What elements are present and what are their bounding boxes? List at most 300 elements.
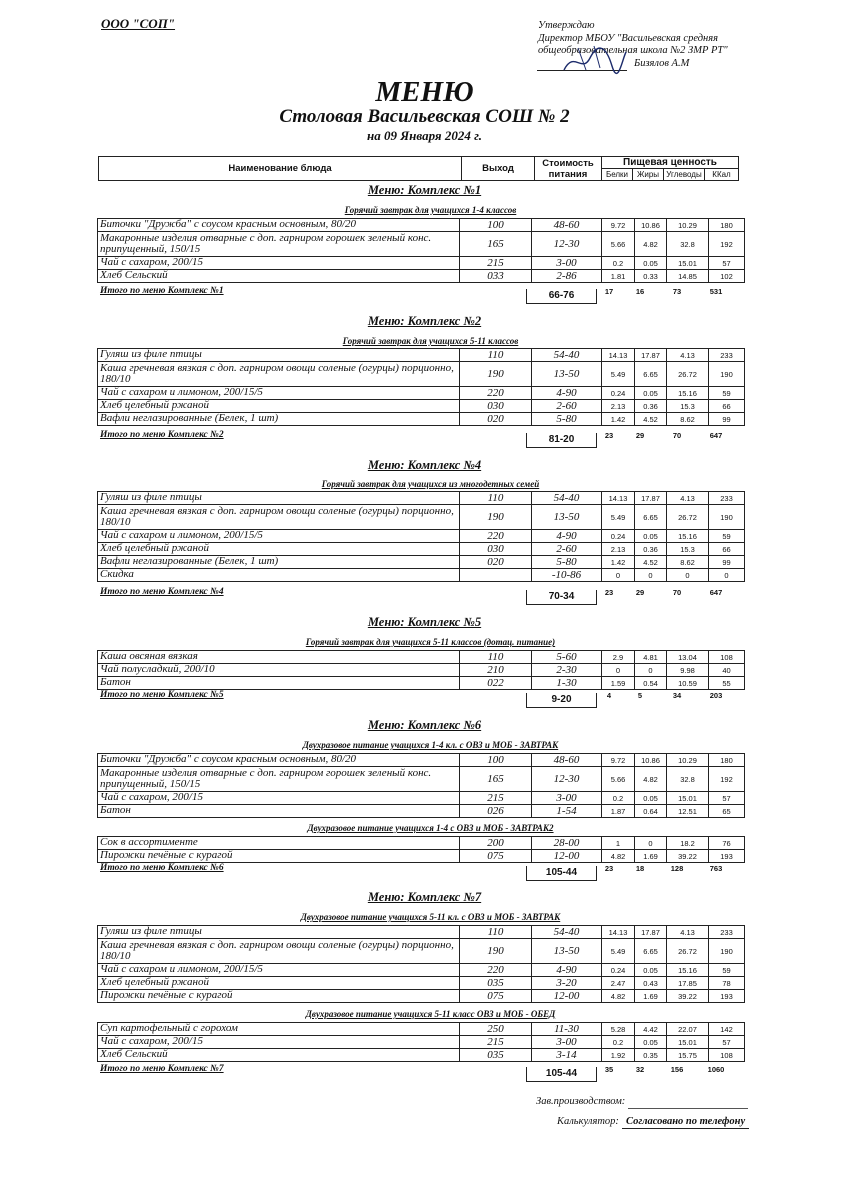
header-carbs: Углеводы (664, 169, 705, 181)
dish-proteins: 2.9 (602, 651, 635, 664)
dish-output: 022 (460, 677, 532, 690)
production-manager-label: Зав.производством: (536, 1096, 626, 1107)
dish-carbs: 18.2 (667, 837, 709, 850)
dish-kcal: 102 (709, 270, 745, 283)
group-title: Двухразовое питание учащихся 5-11 класс ОВЗ и МОБ - ОБЕД (305, 1009, 556, 1019)
dish-carbs: 15.75 (667, 1049, 709, 1062)
dish-fats: 17.87 (635, 492, 667, 505)
menu-table (97, 650, 745, 690)
dish-kcal: 59 (709, 964, 745, 977)
dish-output: 220 (460, 964, 532, 977)
dish-proteins: 14.13 (602, 492, 635, 505)
dish-fats: 0 (635, 569, 667, 582)
dish-output: 110 (460, 926, 532, 939)
dish-fats: 0.36 (635, 400, 667, 413)
header-proteins: Белки (602, 169, 633, 181)
dish-carbs: 15.3 (667, 543, 709, 556)
dish-name: Чай полусладкий, 200/10 (98, 664, 460, 677)
dish-name: Чай с сахаром и лимоном, 200/15/5 (98, 530, 460, 543)
section-title: Меню: Комплекс №6 (367, 718, 482, 732)
table-row (98, 677, 745, 690)
approval-line: Утверждаю (538, 20, 595, 31)
dish-carbs: 22.07 (667, 1023, 709, 1036)
dish-kcal: 190 (709, 362, 745, 387)
total-proteins: 35 (604, 1065, 614, 1074)
total-label: Итого по меню Комплекс №6 (100, 863, 224, 873)
total-proteins: 17 (604, 287, 614, 296)
dish-cost: 12-00 (532, 850, 602, 863)
dish-name: Макаронные изделия отварные с доп. гарниром горошек зеленый конс. припущенный, 150/15 (98, 232, 460, 257)
table-row (98, 850, 745, 863)
header-dish: Наименование блюда (99, 157, 462, 181)
dish-kcal: 0 (709, 569, 745, 582)
dish-proteins: 14.13 (602, 349, 635, 362)
dish-cost: 3-14 (532, 1049, 602, 1062)
dish-proteins: 1.87 (602, 805, 635, 818)
dish-proteins: 0.24 (602, 964, 635, 977)
dish-proteins: 0.24 (602, 530, 635, 543)
dish-cost: 54-40 (532, 492, 602, 505)
dish-cost: 2-60 (532, 543, 602, 556)
dish-kcal: 190 (709, 505, 745, 530)
dish-output: 250 (460, 1023, 532, 1036)
dish-name: Хлеб целебный ржаной (98, 543, 460, 556)
dish-carbs: 13.04 (667, 651, 709, 664)
section-title: Меню: Комплекс №1 (367, 183, 482, 197)
total-carbs: 34 (672, 691, 682, 700)
dish-proteins: 9.72 (602, 219, 635, 232)
menu-table (97, 836, 745, 863)
dish-output: 030 (460, 543, 532, 556)
dish-fats: 1.69 (635, 990, 667, 1003)
dish-fats: 0.36 (635, 543, 667, 556)
dish-fats: 17.87 (635, 926, 667, 939)
dish-cost: 48-60 (532, 754, 602, 767)
dish-proteins: 2.47 (602, 977, 635, 990)
table-row (98, 754, 745, 767)
dish-proteins: 5.66 (602, 767, 635, 792)
header-output: Выход (462, 157, 535, 181)
table-row (98, 387, 745, 400)
dish-output: 190 (460, 939, 532, 964)
total-kcal: 531 (709, 287, 723, 296)
dish-kcal: 99 (709, 413, 745, 426)
dish-carbs: 15.16 (667, 530, 709, 543)
dish-fats: 4.82 (635, 232, 667, 257)
dish-carbs: 10.29 (667, 219, 709, 232)
dish-output: 035 (460, 977, 532, 990)
dish-cost: 12-30 (532, 767, 602, 792)
total-label: Итого по меню Комплекс №1 (100, 286, 224, 296)
dish-fats: 0.64 (635, 805, 667, 818)
dish-proteins: 0 (602, 664, 635, 677)
header-nutrition: Пищевая ценность (602, 157, 739, 169)
dish-cost: 4-90 (532, 387, 602, 400)
total-row (97, 286, 769, 303)
dish-kcal: 57 (709, 257, 745, 270)
table-row (98, 977, 745, 990)
dish-fats: 0.05 (635, 387, 667, 400)
total-fats: 29 (635, 588, 645, 597)
menu-table (97, 491, 745, 582)
table-row (98, 543, 745, 556)
dish-name: Хлеб целебный ржаной (98, 977, 460, 990)
dish-name: Вафли неглазированные (Белек, 1 шт) (98, 413, 460, 426)
dish-proteins: 5.66 (602, 232, 635, 257)
dish-proteins: 4.82 (602, 850, 635, 863)
total-row (97, 587, 769, 604)
dish-kcal: 108 (709, 1049, 745, 1062)
dish-output: 165 (460, 767, 532, 792)
table-row (98, 964, 745, 977)
dish-kcal: 193 (709, 990, 745, 1003)
table-row (98, 556, 745, 569)
dish-name: Суп картофельный с горохом (98, 1023, 460, 1036)
dish-output: 215 (460, 1036, 532, 1049)
dish-output: 100 (460, 754, 532, 767)
group-title: Двухразовое питание учащихся 1-4 с ОВЗ и МОБ - ЗАВТРАК2 (307, 823, 554, 833)
dish-kcal: 57 (709, 792, 745, 805)
dish-proteins: 0.2 (602, 257, 635, 270)
dish-kcal: 40 (709, 664, 745, 677)
dish-cost: 13-50 (532, 505, 602, 530)
dish-name: Пирожки печёные с курагой (98, 990, 460, 1003)
dish-cost: 3-20 (532, 977, 602, 990)
total-row (97, 430, 769, 447)
dish-kcal: 59 (709, 387, 745, 400)
dish-name: Гуляш из филе птицы (98, 926, 460, 939)
dish-cost: 12-30 (532, 232, 602, 257)
table-row (98, 362, 745, 387)
section-title: Меню: Комплекс №7 (367, 890, 482, 904)
organization-name: ООО "СОП" (101, 16, 176, 31)
dish-kcal: 233 (709, 926, 745, 939)
dish-name: Скидка (98, 569, 460, 582)
total-label: Итого по меню Комплекс №2 (100, 430, 224, 440)
total-fats: 29 (635, 431, 645, 440)
dish-kcal: 193 (709, 850, 745, 863)
dish-carbs: 12.51 (667, 805, 709, 818)
dish-kcal: 180 (709, 754, 745, 767)
table-row (98, 926, 745, 939)
dish-carbs: 15.16 (667, 964, 709, 977)
dish-name: Хлеб Сельский (98, 1049, 460, 1062)
dish-cost: 5-80 (532, 556, 602, 569)
total-proteins: 23 (604, 864, 614, 873)
dish-proteins: 1.92 (602, 1049, 635, 1062)
dish-fats: 0.33 (635, 270, 667, 283)
dish-name: Батон (98, 677, 460, 690)
dish-fats: 4.52 (635, 413, 667, 426)
dish-carbs: 17.85 (667, 977, 709, 990)
dish-output: 075 (460, 990, 532, 1003)
dish-output: 075 (460, 850, 532, 863)
menu-table (97, 925, 745, 1003)
dish-carbs: 14.85 (667, 270, 709, 283)
table-row (98, 805, 745, 818)
table-row (98, 792, 745, 805)
dish-output (460, 569, 532, 582)
menu-table (97, 218, 745, 283)
dish-cost: 1-54 (532, 805, 602, 818)
group-title: Двухразовое питание учащихся 5-11 кл. с ОВЗ и МОБ - ЗАВТРАК (300, 912, 561, 922)
table-row (98, 767, 745, 792)
table-header (98, 156, 739, 181)
dish-fats: 0.05 (635, 1036, 667, 1049)
signature-stamp (560, 40, 630, 80)
table-row (98, 1049, 745, 1062)
total-cost: 70-34 (526, 590, 597, 605)
dish-output: 030 (460, 400, 532, 413)
table-row (98, 349, 745, 362)
total-cost: 9-20 (526, 693, 597, 708)
dish-carbs: 26.72 (667, 505, 709, 530)
dish-output: 165 (460, 232, 532, 257)
dish-fats: 0.05 (635, 964, 667, 977)
dish-fats: 1.69 (635, 850, 667, 863)
table-row (98, 569, 745, 582)
page-title: МЕНЮ (375, 76, 474, 108)
dish-proteins: 0 (602, 569, 635, 582)
dish-output: 210 (460, 664, 532, 677)
dish-output: 110 (460, 349, 532, 362)
dish-kcal: 108 (709, 651, 745, 664)
total-carbs: 156 (670, 1065, 684, 1074)
group-title: Горячий завтрак для учащихся 5-11 классов (342, 336, 519, 346)
total-label: Итого по меню Комплекс №5 (100, 690, 224, 700)
dish-kcal: 55 (709, 677, 745, 690)
table-row (98, 990, 745, 1003)
table-row (98, 530, 745, 543)
dish-output: 220 (460, 530, 532, 543)
dish-output: 020 (460, 556, 532, 569)
dish-proteins: 0.2 (602, 1036, 635, 1049)
dish-fats: 6.65 (635, 505, 667, 530)
group-title: Горячий завтрак для учащихся 5-11 классов (дотац. питание) (305, 637, 556, 647)
dish-proteins: 4.82 (602, 990, 635, 1003)
dish-output: 190 (460, 362, 532, 387)
dish-fats: 10.86 (635, 219, 667, 232)
total-kcal: 1060 (707, 1065, 725, 1074)
dish-output: 190 (460, 505, 532, 530)
dish-carbs: 39.22 (667, 850, 709, 863)
calculator-value: Согласовано по телефону (622, 1116, 749, 1129)
dish-fats: 0 (635, 664, 667, 677)
dish-name: Гуляш из филе птицы (98, 349, 460, 362)
dish-cost: 1-30 (532, 677, 602, 690)
group-title: Горячий завтрак для учащихся 1-4 классов (344, 205, 517, 215)
dish-fats: 0.05 (635, 257, 667, 270)
total-carbs: 128 (670, 864, 684, 873)
dish-carbs: 4.13 (667, 349, 709, 362)
dish-cost: -10-86 (532, 569, 602, 582)
total-proteins: 23 (604, 588, 614, 597)
dish-kcal: 142 (709, 1023, 745, 1036)
dish-name: Чай с сахаром, 200/15 (98, 792, 460, 805)
total-proteins: 23 (604, 431, 614, 440)
dish-name: Биточки "Дружба" с соусом красным основным, 80/20 (98, 219, 460, 232)
dish-cost: 3-00 (532, 1036, 602, 1049)
dish-carbs: 15.01 (667, 1036, 709, 1049)
dish-proteins: 2.13 (602, 400, 635, 413)
dish-fats: 4.81 (635, 651, 667, 664)
dish-output: 035 (460, 1049, 532, 1062)
approval-line: общеобразовательная школа №2 ЗМР РТ" (538, 45, 728, 56)
dish-cost: 3-00 (532, 257, 602, 270)
dish-fats: 17.87 (635, 349, 667, 362)
dish-carbs: 0 (667, 569, 709, 582)
dish-kcal: 65 (709, 805, 745, 818)
dish-cost: 13-50 (532, 939, 602, 964)
total-carbs: 70 (672, 588, 682, 597)
table-row (98, 257, 745, 270)
dish-proteins: 5.28 (602, 1023, 635, 1036)
dish-cost: 54-40 (532, 926, 602, 939)
total-cost: 105-44 (526, 1067, 597, 1082)
section-title: Меню: Комплекс №4 (367, 458, 482, 472)
dish-kcal: 190 (709, 939, 745, 964)
dish-name: Вафли неглазированные (Белек, 1 шт) (98, 556, 460, 569)
dish-output: 100 (460, 219, 532, 232)
dish-proteins: 0.2 (602, 792, 635, 805)
calculator-label: Калькулятор: (557, 1116, 619, 1127)
dish-proteins: 14.13 (602, 926, 635, 939)
dish-cost: 5-80 (532, 413, 602, 426)
total-cost: 105-44 (526, 866, 597, 881)
dish-proteins: 2.13 (602, 543, 635, 556)
dish-output: 110 (460, 492, 532, 505)
total-label: Итого по меню Комплекс №7 (100, 1064, 224, 1074)
dish-proteins: 9.72 (602, 754, 635, 767)
table-row (98, 232, 745, 257)
dish-kcal: 66 (709, 543, 745, 556)
dish-fats: 0.05 (635, 530, 667, 543)
total-row (97, 1064, 769, 1081)
dish-name: Биточки "Дружба" с соусом красным основным, 80/20 (98, 754, 460, 767)
dish-kcal: 192 (709, 232, 745, 257)
dish-fats: 0.54 (635, 677, 667, 690)
dish-name: Чай с сахаром, 200/15 (98, 257, 460, 270)
dish-carbs: 15.16 (667, 387, 709, 400)
dish-fats: 4.82 (635, 767, 667, 792)
group-title: Горячий завтрак для учащихся из многодетных семей (321, 479, 540, 489)
dish-name: Макаронные изделия отварные с доп. гарниром горошек зеленый конс. припущенный, 150/15 (98, 767, 460, 792)
table-row (98, 219, 745, 232)
dish-cost: 48-60 (532, 219, 602, 232)
dish-fats: 0.35 (635, 1049, 667, 1062)
table-row (98, 413, 745, 426)
section-title: Меню: Комплекс №2 (367, 314, 482, 328)
dish-output: 200 (460, 837, 532, 850)
group-title: Двухразовое питание учащихся 1-4 кл. с ОВЗ и МОБ - ЗАВТРАК (302, 740, 559, 750)
section-title: Меню: Комплекс №5 (367, 615, 482, 629)
dish-carbs: 10.29 (667, 754, 709, 767)
header-kcal: ККал (705, 169, 739, 181)
table-row (98, 939, 745, 964)
dish-fats: 0 (635, 837, 667, 850)
dish-carbs: 15.3 (667, 400, 709, 413)
total-carbs: 70 (672, 431, 682, 440)
dish-fats: 10.86 (635, 754, 667, 767)
dish-name: Каша гречневая вязкая с доп. гарниром овощи соленые (огурцы) порционно, 180/10 (98, 939, 460, 964)
dish-carbs: 10.59 (667, 677, 709, 690)
total-kcal: 203 (709, 691, 723, 700)
dish-proteins: 1 (602, 837, 635, 850)
total-row (97, 690, 769, 707)
total-kcal: 763 (709, 864, 723, 873)
dish-proteins: 1.42 (602, 413, 635, 426)
dish-name: Батон (98, 805, 460, 818)
dish-proteins: 1.81 (602, 270, 635, 283)
dish-cost: 2-60 (532, 400, 602, 413)
dish-carbs: 4.13 (667, 926, 709, 939)
dish-kcal: 192 (709, 767, 745, 792)
dish-name: Хлеб Сельский (98, 270, 460, 283)
total-label: Итого по меню Комплекс №4 (100, 587, 224, 597)
approval-line: Директор МБОУ "Васильевская средняя (538, 32, 719, 44)
menu-table (97, 1022, 745, 1062)
table-row (98, 1036, 745, 1049)
dish-output: 033 (460, 270, 532, 283)
dish-carbs: 15.01 (667, 257, 709, 270)
dish-output: 215 (460, 257, 532, 270)
menu-table (97, 753, 745, 818)
dish-proteins: 1.42 (602, 556, 635, 569)
dish-fats: 0.43 (635, 977, 667, 990)
dish-kcal: 76 (709, 837, 745, 850)
total-proteins: 4 (606, 691, 612, 700)
dish-fats: 4.52 (635, 556, 667, 569)
total-kcal: 647 (709, 431, 723, 440)
dish-output: 026 (460, 805, 532, 818)
dish-kcal: 99 (709, 556, 745, 569)
total-fats: 18 (635, 864, 645, 873)
dish-fats: 0.05 (635, 792, 667, 805)
table-row (98, 1023, 745, 1036)
dish-carbs: 32.8 (667, 767, 709, 792)
production-manager-signature-line (628, 1108, 748, 1109)
dish-cost: 4-90 (532, 530, 602, 543)
total-carbs: 73 (672, 287, 682, 296)
dish-cost: 2-86 (532, 270, 602, 283)
table-row (98, 492, 745, 505)
total-cost: 81-20 (526, 433, 597, 448)
dish-output: 220 (460, 387, 532, 400)
dish-output: 020 (460, 413, 532, 426)
table-row (98, 505, 745, 530)
page-subtitle: Столовая Васильевская СОШ № 2 (279, 106, 570, 127)
total-cost: 66-76 (526, 289, 597, 304)
total-fats: 5 (637, 691, 643, 700)
dish-carbs: 9.98 (667, 664, 709, 677)
dish-name: Чай с сахаром и лимоном, 200/15/5 (98, 964, 460, 977)
table-row (98, 400, 745, 413)
dish-output: 110 (460, 651, 532, 664)
dish-proteins: 5.49 (602, 939, 635, 964)
total-fats: 32 (635, 1065, 645, 1074)
dish-kcal: 78 (709, 977, 745, 990)
dish-cost: 2-30 (532, 664, 602, 677)
approver-name: Бизялов А.М (634, 57, 690, 69)
table-row (98, 270, 745, 283)
dish-cost: 11-30 (532, 1023, 602, 1036)
dish-name: Чай с сахаром, 200/15 (98, 1036, 460, 1049)
dish-fats: 4.42 (635, 1023, 667, 1036)
dish-carbs: 15.01 (667, 792, 709, 805)
dish-kcal: 57 (709, 1036, 745, 1049)
total-row (97, 863, 769, 880)
dish-cost: 4-90 (532, 964, 602, 977)
